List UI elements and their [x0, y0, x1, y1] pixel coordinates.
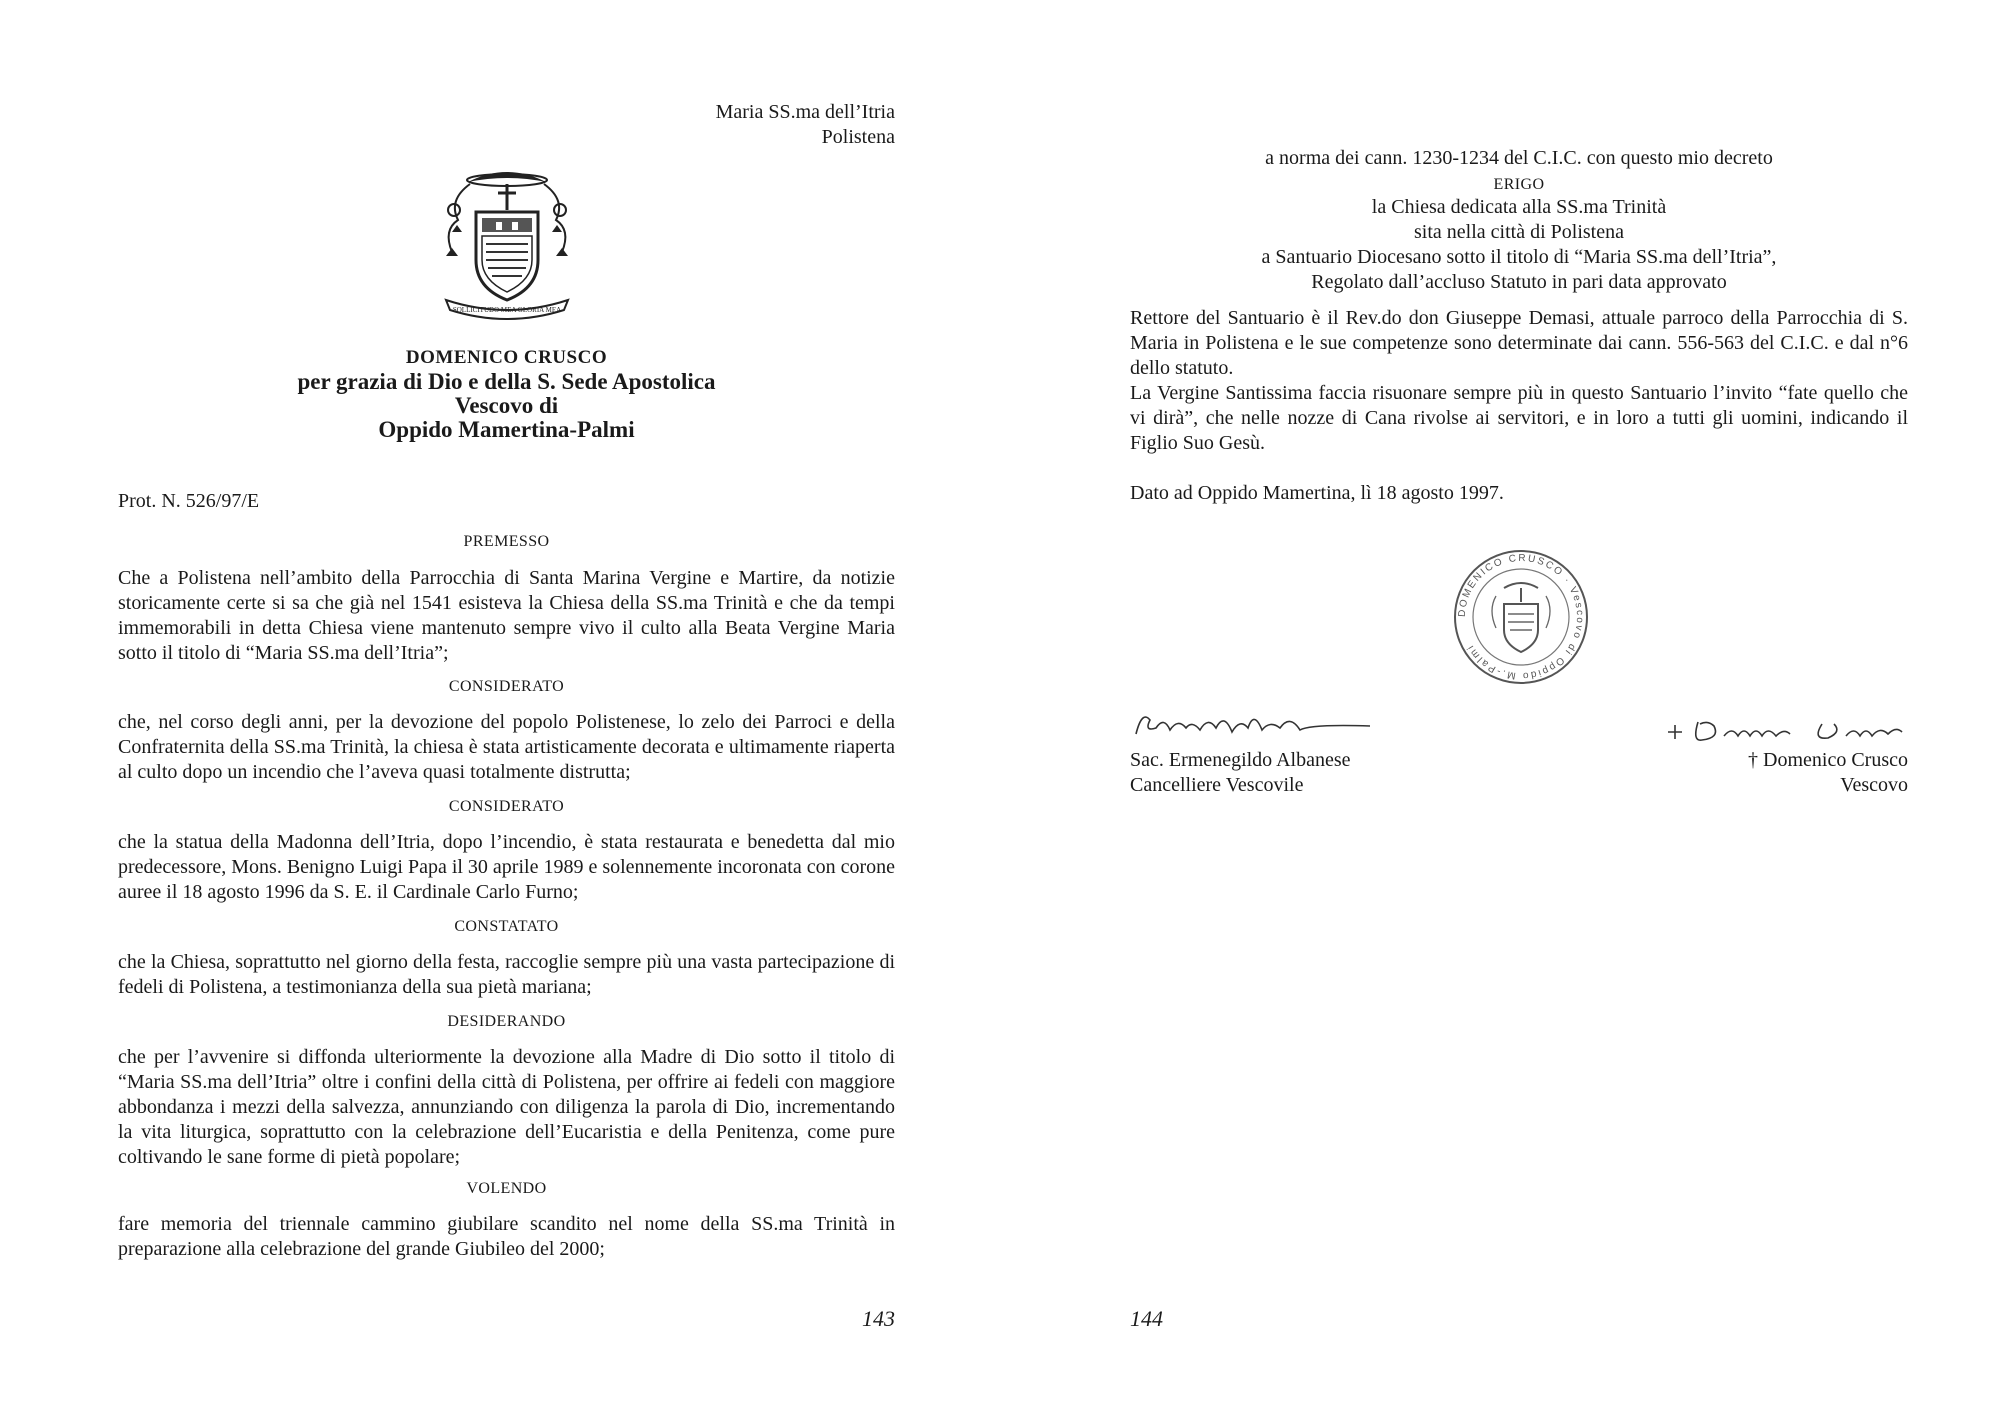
section-text: Che a Polistena nell’ambito della Parrocchia di Santa Marina Vergine e Martire, da notizie storicamente certe si sa che già nel 1541 esisteva la Chiesa della SS.ma Trinità e che da tempi immemorabili in detta Chiesa viene mantenuto sempre vivo il culto alla Beata Vergine Maria sotto il titolo di “Maria SS.ma dell’Itria”; [118, 567, 895, 664]
bishop-title [118, 346, 895, 442]
handwritten-signature-icon [1130, 706, 1380, 744]
section-heading: DESIDERANDO [447, 1013, 566, 1030]
place-line: Polistena [821, 126, 895, 148]
invitation-paragraph: La Vergine Santissima faccia risuonare sempre più in questo Santuario l’invito “fate quello che vi dirà”, che nelle nozze di Cana rivolse ai servitori, e in loro a tutti gli uomini, indicando il Figlio Suo Gesù. [1130, 382, 1908, 454]
handwritten-signature-icon [1662, 714, 1908, 748]
section-heading: PREMESSO [463, 533, 550, 550]
decree-intro: a norma dei cann. 1230-1234 del C.I.C. con questo mio decreto [1265, 147, 1773, 169]
bishop-name: DOMENICO CRUSCO [405, 347, 608, 368]
erigo-heading: ERIGO [1493, 176, 1545, 193]
bishop-coat-of-arms-icon [438, 160, 576, 320]
signatory-role: Vescovo [1840, 774, 1908, 796]
signatory-name: Sac. Ermenegildo Albanese [1130, 749, 1351, 771]
svg-text:SOLLICITUDO MEA GLORIA MEA: SOLLICITUDO MEA GLORIA MEA [452, 306, 562, 314]
svg-text:DOMENICO CRUSCO · Vescovo di O: DOMENICO CRUSCO · Vescovo di Oppido M.-Palmi [1456, 552, 1586, 682]
episcopal-seal-stamp-icon [1452, 548, 1590, 686]
date-line: Dato ad Oppido Mamertina, lì 18 agosto 1997. [1130, 482, 1504, 504]
signatory-right [1748, 748, 1908, 798]
place-header [716, 100, 895, 150]
title-line: per grazia di Dio e della S. Sede Apostolica [297, 369, 716, 394]
section-heading: CONSIDERATO [448, 798, 565, 815]
page-number: 144 [1130, 1306, 1163, 1331]
title-line: Vescovo di [454, 393, 559, 418]
title-line: Oppido Mamertina-Palmi [378, 417, 635, 442]
signatory-name: † Domenico Crusco [1748, 749, 1908, 771]
section-text: che, nel corso degli anni, per la devozione del popolo Polistenese, lo zelo dei Parroci e della Confraternita della SS.ma Trinità, la chiesa è stata artisticamente decorata e ultimamente riaperta al culto dopo un incendio che l’aveva quasi totalmente distrutta; [118, 711, 895, 783]
page-number: 143 [862, 1306, 895, 1331]
section-heading: VOLENDO [466, 1180, 547, 1197]
left-page [118, 0, 895, 1418]
signatory-role: Cancelliere Vescovile [1130, 774, 1304, 796]
section-heading: CONSTATATO [454, 918, 559, 935]
section-text: che la Chiesa, soprattutto nel giorno della festa, raccoglie sempre più una vasta partecipazione di fedeli di Polistena, a testimonianza della sua pietà mariana; [118, 951, 895, 998]
place-line: Maria SS.ma dell’Itria [715, 101, 895, 123]
signatory-left [1130, 748, 1351, 798]
section-text: che per l’avvenire si diffonda ulteriormente la devozione alla Madre di Dio sotto il titolo di “Maria SS.ma dell’Itria” oltre i confini della città di Polistena, per offrire ai fedeli con maggiore abbondanza i mezzi della salvezza, annunziando con diligenza la parola di Dio, incrementando la vita liturgica, soprattutto con la celebrazione dell’Eucaristia e della Penitenza, come pure coltivando le sane forme di pietà popolare; [118, 1046, 895, 1168]
section-text: che la statua della Madonna dell’Itria, dopo l’incendio, è stata restaurata e benedetta dal mio predecessore, Mons. Benigno Luigi Papa il 30 aprile 1989 e solennemente incoronata con corone auree il 18 agosto 1996 da S. E. il Cardinale Carlo Furno; [118, 831, 895, 903]
section-heading: CONSIDERATO [448, 678, 565, 695]
decree-line: Regolato dall’accluso Statuto in pari data approvato [1311, 271, 1727, 293]
section-text: fare memoria del triennale cammino giubilare scandito nel nome della SS.ma Trinità in preparazione alla celebrazione del grande Giubileo del 2000; [118, 1213, 895, 1260]
rector-paragraph: Rettore del Santuario è il Rev.do don Giuseppe Demasi, attuale parroco della Parrocchia di S. Maria in Polistena e le sue competenze sono determinate dai cann. 556-563 del C.I.C. e dal n°6 dello statuto. [1130, 307, 1908, 379]
decree-line: sita nella città di Polistena [1414, 221, 1624, 243]
right-page [1130, 0, 1908, 1418]
decree-line: a Santuario Diocesano sotto il titolo di “Maria SS.ma dell’Itria”, [1261, 246, 1777, 268]
decree-line: la Chiesa dedicata alla SS.ma Trinità [1371, 196, 1667, 218]
protocol-number: Prot. N. 526/97/E [118, 490, 260, 512]
